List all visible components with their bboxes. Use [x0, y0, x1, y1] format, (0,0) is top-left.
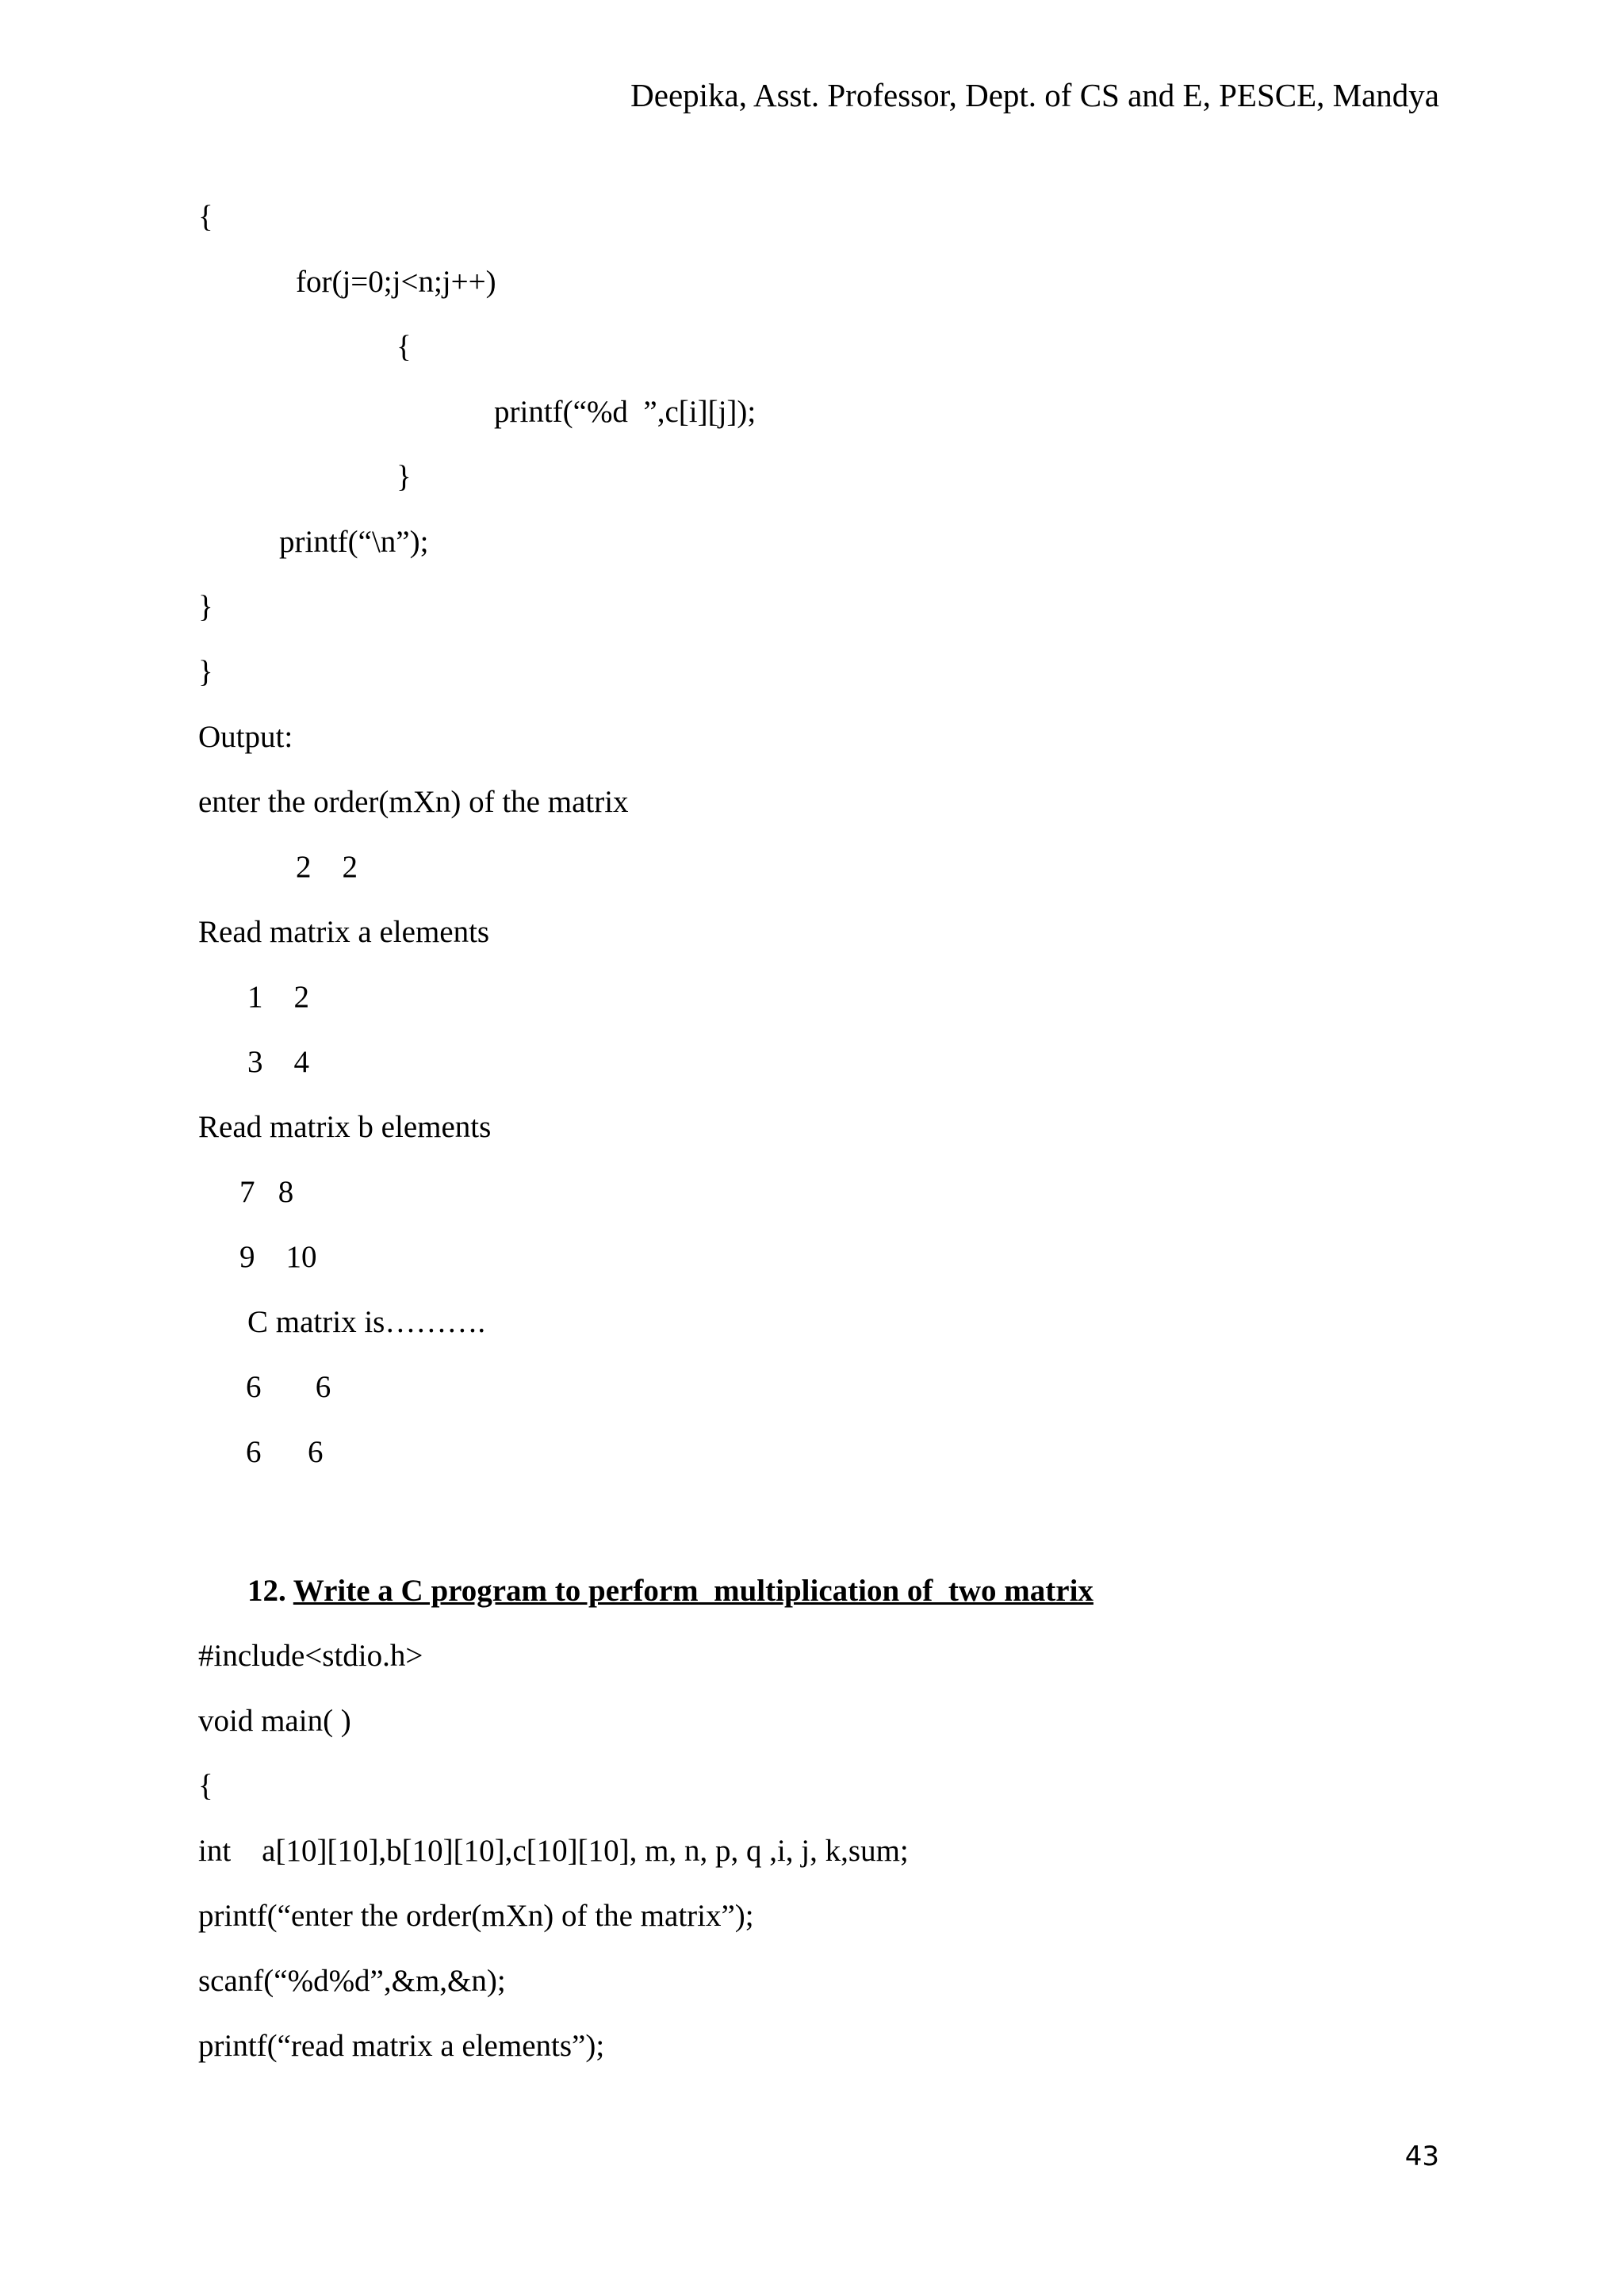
code-line: for(j=0;j<n;j++)	[296, 265, 496, 299]
page-header: Deepika, Asst. Professor, Dept. of CS and E, PESCE, Mandya	[630, 77, 1439, 113]
code-line: printf(“\n”);	[279, 525, 429, 559]
output-line: 3 4	[247, 1045, 309, 1079]
code-line: {	[396, 330, 412, 364]
output-line: 6 6	[246, 1370, 331, 1404]
code-line: printf(“read matrix a elements”);	[198, 2029, 605, 2063]
output-line: 6 6	[246, 1435, 324, 1469]
code-line: {	[198, 1769, 213, 1803]
code-line: scanf(“%d%d”,&m,&n);	[198, 1964, 506, 1998]
output-label: Output:	[198, 720, 293, 754]
code-line: #include<stdio.h>	[198, 1639, 423, 1673]
page-number: 43	[1404, 2141, 1439, 2172]
code-line: printf(“enter the order(mXn) of the matrix”);	[198, 1899, 754, 1933]
output-line: 9 10	[239, 1240, 317, 1274]
output-line: Read matrix b elements	[198, 1110, 492, 1144]
code-line: }	[198, 655, 213, 689]
section-heading	[247, 1572, 1094, 1610]
output-line: 1 2	[247, 980, 309, 1014]
output-line: 2 2	[296, 850, 358, 884]
code-line: void main( )	[198, 1704, 351, 1738]
code-line: }	[396, 460, 412, 494]
code-line: printf(“%d ”,c[i][j]);	[494, 395, 756, 429]
code-line: {	[198, 200, 213, 234]
output-line: 7 8	[239, 1175, 294, 1209]
output-line: C matrix is……….	[247, 1305, 486, 1339]
output-line: enter the order(mXn) of the matrix	[198, 785, 629, 819]
code-line: }	[198, 590, 213, 624]
code-line: int a[10][10],b[10][10],c[10][10], m, n, p, q ,i, j, k,sum;	[198, 1834, 909, 1868]
section-number: 12.	[247, 1574, 286, 1608]
section-title: Write a C program to perform multiplication of two matrix	[293, 1574, 1094, 1608]
output-line: Read matrix a elements	[198, 915, 490, 949]
